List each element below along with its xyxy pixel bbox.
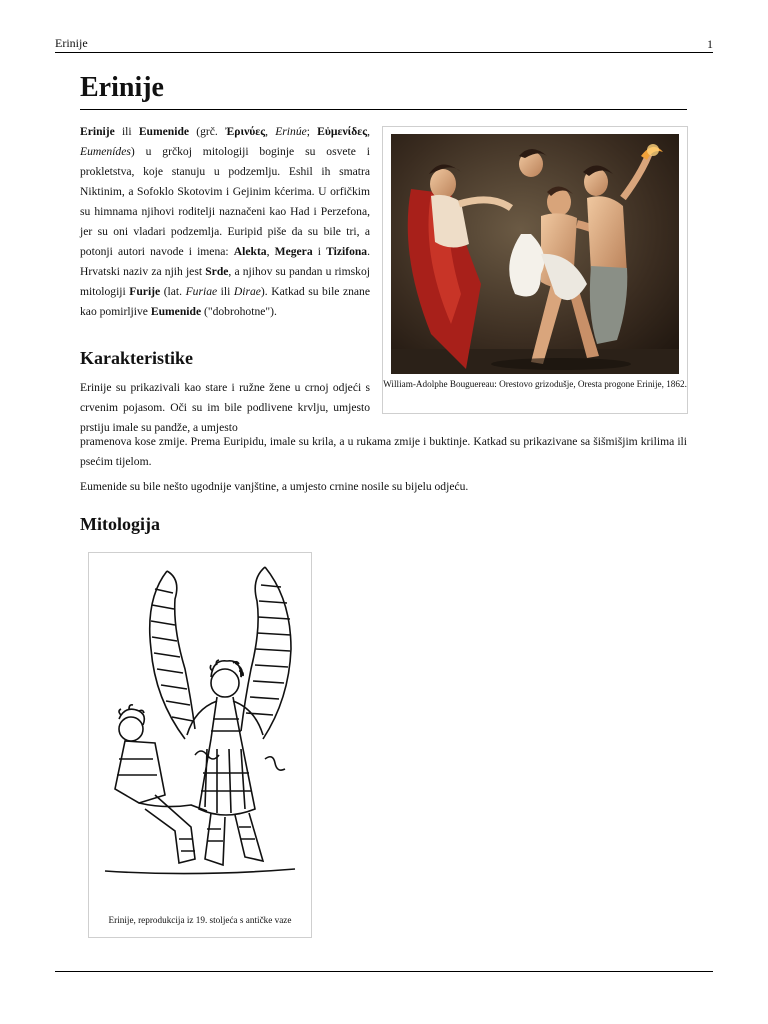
text: , a njihov su pandan u rimskoj mitologiji <box>80 265 370 298</box>
running-header <box>55 34 713 53</box>
eumenide-paragraph: Eumenide su bile nešto ugodnije vanjštine, a umjesto crnine nosile su bijelu odjeću. <box>80 480 469 493</box>
translit-eumenides: Eumenídes <box>80 145 131 158</box>
intro-paragraph <box>80 122 370 322</box>
text: ). Katkad su bile znane kao pomirljive <box>80 285 370 318</box>
footer-rule <box>55 971 713 972</box>
orestes-painting-image[interactable] <box>391 134 679 374</box>
term-furije: Furije <box>129 285 161 298</box>
section-heading-karakteristike: Karakteristike <box>80 348 193 368</box>
term-erinije: Erinije <box>80 125 115 138</box>
text: ; <box>306 125 318 138</box>
term-eumenide: Eumenide <box>138 125 190 138</box>
term-srde: Srde <box>205 265 229 278</box>
term-furiae: Furiae <box>185 285 218 298</box>
vase-caption: Erinije, reprodukcija iz 19. stoljeća s antičke vaze <box>108 915 292 925</box>
karakteristike-paragraph-column: Erinije su prikazivali kao stare i ružne žene u crnoj odjeći s crvenim pojasom. Oči su im bile podlivene krvlju, umjesto prstiju imale su pandže, a umjesto <box>80 381 370 434</box>
term-tizifona: Tizifona <box>326 245 368 258</box>
text: , <box>266 245 275 258</box>
text: (grč. <box>189 125 225 138</box>
greek-erinues: Ἐρινύες <box>224 125 266 138</box>
text: ("dobrohotne"). <box>201 305 277 318</box>
text: ili <box>114 125 139 138</box>
term-eumenide-2: Eumenide <box>150 305 202 318</box>
page-number: 1 <box>707 37 713 51</box>
translit-erinue: Erinúe <box>275 125 307 138</box>
section-heading-mitologija: Mitologija <box>80 514 160 534</box>
term-megera: Megera <box>274 245 313 258</box>
text: ili <box>217 285 234 298</box>
term-alekta: Alekta <box>233 245 267 258</box>
text: ) u grčkoj mitologiji boginje su osvete i prokletstva, koje stanuju u podzemlju. Eshil ih smatra Niktinim, a Sofoklo Skotovim i Gejinim kćerima. U orfičkim su himnama njihovi roditelji naznačeni kao Had i Perzefona, jer su oni vladari podzemlja. Euripid piše da su bile tri, a potonji autori navode i imena: <box>80 145 370 258</box>
text: . Hrvatski naziv za njih jest <box>80 245 371 278</box>
running-header-title: Erinije <box>55 36 88 50</box>
painting-figure <box>382 126 688 414</box>
text: , <box>367 125 370 138</box>
page-title: Erinije <box>80 70 687 110</box>
text: i <box>312 245 327 258</box>
greek-eumenides: Εὐμενίδες <box>317 125 368 138</box>
term-dirae: Dirae <box>233 285 261 298</box>
vase-figure <box>88 552 312 938</box>
painting-caption: William-Adolphe Bouguereau: Orestovo grizodušje, Oresta progone Erinije, 1862. <box>383 379 687 389</box>
text: , <box>265 125 276 138</box>
karakteristike-paragraph-full: pramenova kose zmije. Prema Euripidu, imale su krila, a u rukama zmije i buktinje. Katkad su prikazivane sa šišmišjim krilima ili psećim tijelom. <box>80 435 687 468</box>
text: (lat. <box>160 285 186 298</box>
erinyes-vase-drawing[interactable] <box>95 559 305 899</box>
